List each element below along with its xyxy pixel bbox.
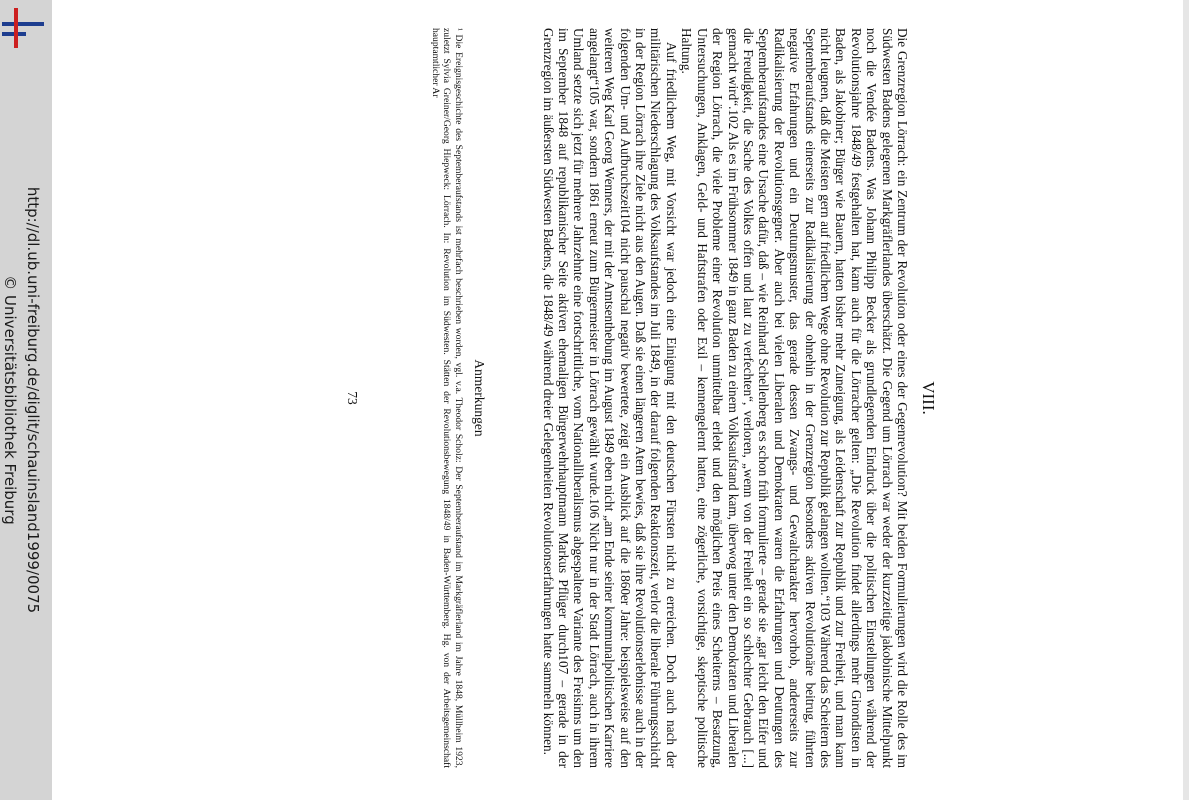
viewer-sidebar (0, 0, 52, 800)
body-text (540, 28, 910, 768)
notes-heading: Anmerkungen (472, 359, 487, 437)
scanned-page (252, 28, 938, 768)
paragraph-2: Auf friedlichem Weg, mit Vorsicht war jedoch eine Einigung mit den deutschen Fürsten nicht zu erreichen. Doch auch nach der militärischen Niederschlagung des Volksaufstandes im Juli 1849, in der darauf folgenden Reaktionszeit, verlor die liberale Führungsschicht in der Region Lörrach ihre Ziele nicht aus den Augen. Daß sie einen längeren Atem bewies, daß sie ihre Revolutionserlebnisse auch in der folgenden Um- und Aufbruchszeit104 nicht pauschal negativ bewertete, zeigt ein Ausblick auf die 1860er Jahre: beispielsweise auf den weiteren Weg Karl Georg Wenners, der mit der Amtsenthebung im August 1849 eben nicht „am Ende seiner kommunalpolitischen Karriere angelangt“105 war, sondern 1861 erneut zum Bürgermeister in Lörrach gewählt wurde.106 Nicht nur in der Stadt Lörrach, auch in ihrem Umland setzte sich jetzt für mehrere Jahrzehnte eine fortschrittliche, vom Nationalliberalismus abgespaltene Variante des Freisinns um den im September 1848 auf republikanischer Seite aktiven ehemaligen Bürgerwehrhauptmann Markus Pflüger durch107 – gerade in der Grenzregion im äußersten Südwesten Badens, die 1848/49 während dreier Gelegenheiten Revolutionserfahrungen hatte sammeln können. (540, 28, 679, 768)
copyright-notice: © Universitätsbibliothek Freiburg (1, 275, 19, 525)
scrollbar[interactable] (1183, 0, 1189, 800)
section-heading: VIII. (919, 381, 938, 415)
document-url[interactable]: http://dl.ub.uni-freiburg.de/diglit/schauinsland1999/0075 (24, 186, 42, 614)
page-number: 73 (345, 391, 360, 405)
footnote: ¹ Die Ereignisgeschichte des Septemberaufstands ist mehrfach beschrieben worden, vgl. v.a. Theodor Scholz: Der Septemberaufstand im Markgräflerland im Jahre 1848, Müllheim 1923, zuletzt Sylvia Greiner/Georg Hiepweck: Lörrach. In: Revolution im Südwesten. Stätten der Revolutionsbewegung 1848/49 in Baden-Württemberg. Hg. von der Arbeitsgemeinschaft hauptamtlicher Ar (429, 28, 464, 768)
paragraph-1: Die Grenzregion Lörrach: ein Zentrum der Revolution oder eines der Gegenrevolution? Mit beiden Formulierungen wird die Rolle des im Südwesten Badens gelegenen Markgräflerlandes überschätzt. Die Gegend um Lörrach war weder der kurzzeitige jakobinische Mittelpunkt noch die Vendée Badens. Was Johann Philipp Becker als grundlegenden Eindruck über die politischen Einstellungen während der Revolutionsjahre 1848/49 festgehalten hat, kann auch für die Lörracher gelten: „Die Revolution findet allerdings mehr Girondisten in Baden, als Jakobiner; Bürger wie Bauern, hatten bisher mehr Zuneigung, als Leidenschaft zur Republik und zur Freiheit, und man kann nicht leugnen, daß die Meisten gern auf friedlichem Wege ohne Revolution zur Republik gelangen wollten.“103 Während das Scheitern des Septemberaufstands einerseits zur Radikalisierung der ohnehin in der Grenzregion besonders aktiven Revolutionäre beitrug, führten negative Erfahrungen und ein Deutungsmuster, das gerade dessen Zwangs- und Gewaltcharakter hervorhob, andererseits zur Radikalisierung der Revolutionsgegner. Aber auch bei vielen Liberalen und Demokraten waren die Erfahrungen und Deutungen des Septemberaufstandes eine Ursache dafür, daß – wie Reinhard Schellenberg es schon früh formulierte – gerade sie „gar leicht den Eifer und die Freudigkeit, die Sache des Volkes offen und laut zu verfechten“, verloren, „wenn von der Freiheit ein so schlechter Gebrauch [...] gemacht wird“.102 Als es im Frühsommer 1849 in ganz Baden zu einem Volksaufstand kam, überwog unter den Demokraten und Liberalen der Region Lörrach, die viele Probleme einer Revolution unmittelbar erlebt und den möglichen Preis eines Scheiterns – Besatzung, Untersuchungen, Anklagen, Geld- und Haftstrafen oder Exil – kennengelernt hatten, eine zögerliche, vorsichtige, skeptische politische Haltung. (679, 28, 910, 768)
